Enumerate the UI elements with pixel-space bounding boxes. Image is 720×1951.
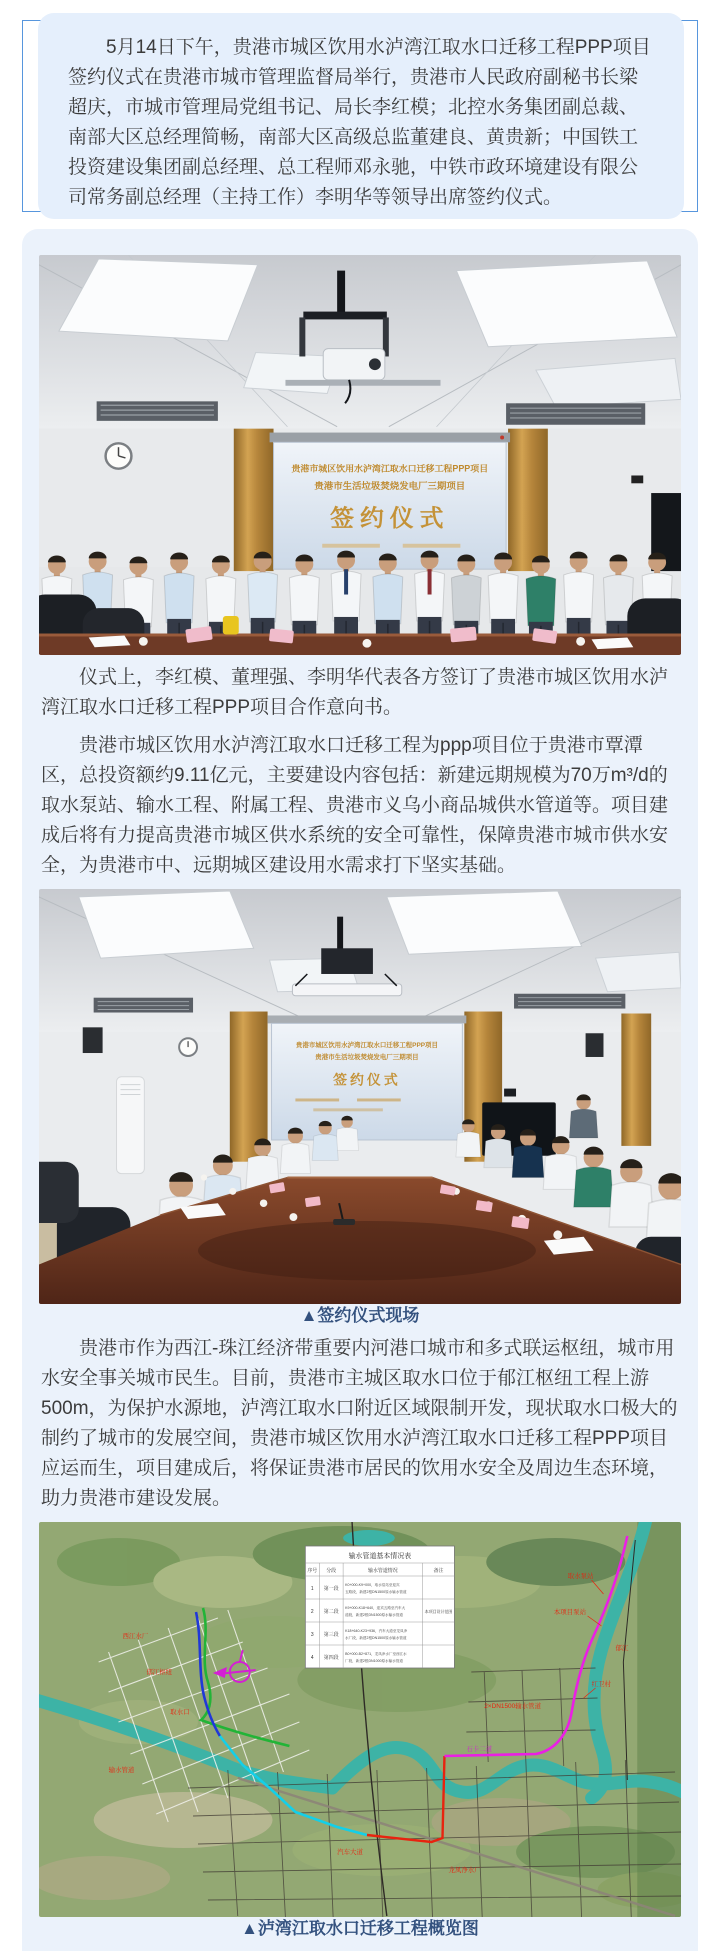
- intro-box-fill: [38, 13, 684, 219]
- curtain-left: [234, 429, 274, 571]
- svg-text:4: 4: [310, 1654, 314, 1662]
- air-vent-left: [94, 998, 193, 1013]
- svg-text:2: 2: [310, 1608, 314, 1616]
- camera-icon: [504, 1089, 516, 1097]
- project-overview-map: [39, 1522, 681, 1917]
- map-label-shika: 石卡二道: [466, 1745, 493, 1754]
- screen-title-line3: 签约仪式: [330, 506, 450, 533]
- svg-text:输水管道情况: 输水管道情况: [367, 1567, 398, 1575]
- speaker-right: [586, 1033, 604, 1057]
- air-vent-right: [506, 403, 645, 424]
- map-label: 郁江枢纽: [146, 1668, 173, 1677]
- screen-title-line1: 贵港市城区饮用水泸湾江取水口迁移工程PPP项目: [295, 1042, 438, 1050]
- screen-title-line1: 贵港市城区饮用水泸湾江取水口迁移工程PPP项目: [291, 463, 489, 474]
- paragraph-signing: 仪式上，李红模、董理强、李明华代表各方签订了贵港市城区饮用水泸湾江取水口迁移工程PPP项目合作意向书。: [41, 667, 669, 718]
- screen-title-line2: 贵港市生活垃圾焚烧发电厂三期项目: [315, 1053, 419, 1061]
- map-label: 2×DN1500输水管道: [484, 1702, 542, 1711]
- pipeline-table-title: 输水管道基本情况表: [348, 1552, 412, 1561]
- map-caption: ▲泸湾江取水口迁移工程概览图: [241, 1919, 479, 1938]
- svg-text:K18+640-K23+936，汽车大道至龙凤净: K18+640-K23+936，汽车大道至龙凤净: [345, 1628, 408, 1634]
- map-label: 红卫村: [591, 1680, 611, 1689]
- svg-text:厂段，新建2根DN1000原水输水管道: 厂段，新建2根DN1000原水输水管道: [345, 1658, 403, 1664]
- meeting-room-photo: [39, 889, 681, 1304]
- svg-text:五路段，新建2根DN1500原水输水管道: 五路段，新建2根DN1500原水输水管道: [345, 1589, 407, 1595]
- map-label: 取水泵站: [567, 1572, 594, 1581]
- svg-text:分段: 分段: [326, 1567, 337, 1575]
- intro-box: [22, 20, 698, 212]
- svg-text:K0+000-K9+000，取水泵站至迎宾: K0+000-K9+000，取水泵站至迎宾: [345, 1582, 400, 1588]
- svg-text:K9+000-K18+640，迎宾五路至汽车大: K9+000-K18+640，迎宾五路至汽车大: [345, 1605, 406, 1611]
- svg-text:序号: 序号: [307, 1567, 318, 1575]
- svg-text:第二段: 第二段: [323, 1608, 339, 1616]
- wall-clock-icon: [106, 443, 132, 468]
- svg-text:第一段: 第一段: [323, 1585, 339, 1593]
- wall-clock-icon: [179, 1038, 197, 1056]
- map-label: 西江水厂: [122, 1632, 149, 1641]
- curtain-right: [508, 429, 548, 571]
- curtain-corner: [621, 1014, 651, 1146]
- paragraph-city: 贵港市作为西江-珠江经济带重要内河港口城市和多式联运枢纽，城市用水安全事关城市民生。目前，贵港市主城区取水口位于郁江枢纽工程上游500m，为保护水源地，泸湾江取水口附近区域限制开发，现状取水口极大的制约了城市的发展空间，贵港市城区饮用水泸湾江取水口迁移工程PPP项目应运而生，项目建成后，将保证贵港市居民的饮用水安全及周边生态环境，助力贵港市建设发展。: [41, 1338, 678, 1509]
- pipeline-table: [305, 1546, 454, 1668]
- svg-text:B0+000-B2+871，龙凤净水厂至西江水: B0+000-B2+871，龙凤净水厂至西江水: [345, 1651, 407, 1657]
- ceremony-group-photo: [39, 255, 681, 655]
- map-label: 郁江: [615, 1644, 629, 1653]
- map-label: 本项目泵站: [553, 1608, 587, 1617]
- map-label: 输水管道: [108, 1766, 135, 1775]
- svg-text:水厂段，新建2根DN1500原水输水管道: 水厂段，新建2根DN1500原水输水管道: [345, 1635, 407, 1641]
- meeting-caption: ▲签约仪式现场: [300, 1306, 420, 1325]
- svg-text:3: 3: [310, 1631, 314, 1639]
- svg-text:备注: 备注: [433, 1567, 444, 1575]
- svg-text:第三段: 第三段: [323, 1631, 339, 1639]
- article-card: [22, 229, 698, 1951]
- speaker-left: [83, 1027, 103, 1053]
- svg-text:第四段: 第四段: [323, 1654, 339, 1662]
- screen-title-line3: 签约仪式: [333, 1071, 401, 1088]
- screen-title-line2: 贵港市生活垃圾焚烧发电厂三期项目: [314, 481, 466, 492]
- map-label: 取水口: [170, 1708, 190, 1717]
- air-vent-left: [97, 401, 218, 421]
- air-vent-right: [514, 994, 625, 1009]
- svg-text:1: 1: [310, 1585, 314, 1593]
- projection-screen: [270, 433, 511, 570]
- paragraph-project: 贵港市城区饮用水泸湾江取水口迁移工程为ppp项目位于贵港市覃潭区，总投资额约9.11亿元，主要建设内容包括：新建远期规模为70万m³/d的取水泵站、输水工程、附属工程、贵港市义乌小商品城供水管道等。项目建成后将有力提高贵港市城区供水系统的安全可靠性，保障贵港市城市供水安全，为贵港市中、远期城区建设用水需求打下坚实基础。: [41, 735, 669, 876]
- svg-text:本项目设计范围: 本项目设计范围: [424, 1608, 453, 1615]
- air-conditioner: [117, 1077, 145, 1174]
- svg-text:道段，新建2根DN1500原水输水管道: 道段，新建2根DN1500原水输水管道: [345, 1612, 403, 1618]
- map-label: 龙凤净水厂: [448, 1866, 481, 1875]
- map-label: 汽车大道: [337, 1848, 363, 1857]
- camera-icon: [631, 475, 643, 483]
- projection-screen: [268, 1015, 467, 1140]
- intro-paragraph: 5月14日下午，贵港市城区饮用水泸湾江取水口迁移工程PPP项目签约仪式在贵港市城市管理监督局举行，贵港市人民政府副秘书长梁超庆，市城市管理局党组书记、局长李红模；北控水务集团副总裁、南部大区总经理简畅，南部大区高级总监董建良、黄贵新；中国铁工投资建设集团副总经理、总工程师邓永驰，中铁市政环境建设有限公司常务副总经理（主持工作）李明华等领导出席签约仪式。: [68, 37, 651, 208]
